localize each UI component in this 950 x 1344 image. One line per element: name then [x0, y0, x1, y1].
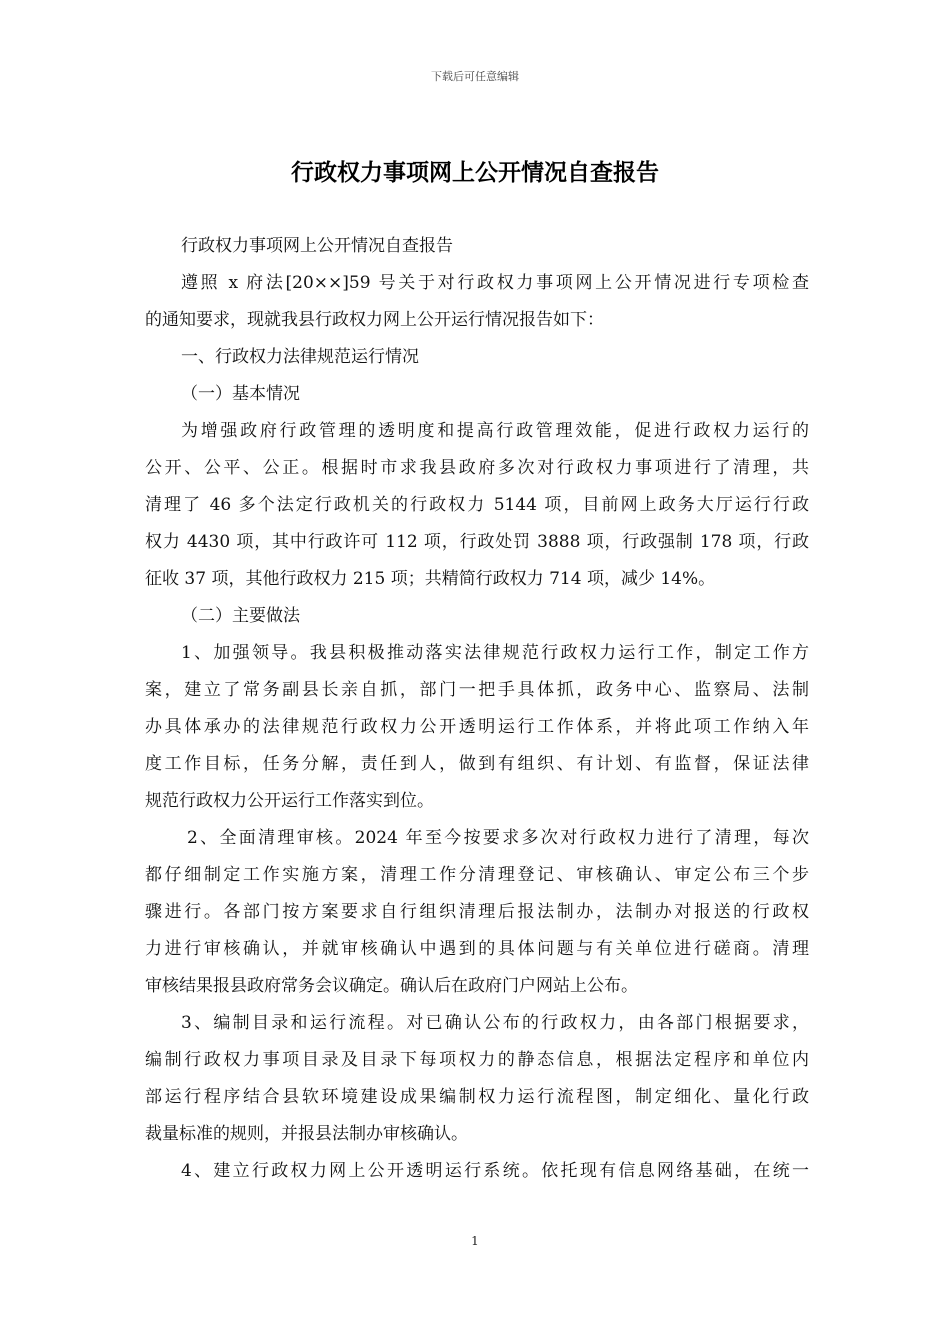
paragraph-line: 遵照 x 府法[20××]59 号关于对行政权力事项网上公开情况进行专项检查 — [181, 273, 809, 293]
paragraph-line: 部运行程序结合县软环境建设成果编制权力运行流程图，制定细化、量化行政 — [145, 1087, 809, 1107]
subsection-heading: （一）基本情况 — [181, 384, 300, 404]
paragraph-line: 权力 4430 项，其中行政许可 112 项，行政处罚 3888 项，行政强制 178 项，行政 — [145, 532, 809, 552]
paragraph-line: 案，建立了常务副县长亲自抓，部门一把手具体抓，政务中心、监察局、法制 — [145, 680, 809, 700]
paragraph-line: 编制行政权力事项目录及目录下每项权力的静态信息，根据法定程序和单位内 — [145, 1050, 809, 1070]
paragraph-line: 征收 37 项，其他行政权力 215 项；共精简行政权力 714 项，减少 14%。 — [145, 569, 716, 589]
section-heading: 一、行政权力法律规范运行情况 — [181, 347, 419, 367]
document-body — [145, 228, 809, 1190]
paragraph-line: 2、全面清理审核。2024 年至今按要求多次对行政权力进行了清理，每次 — [187, 828, 809, 848]
paragraph-line: 裁量标准的规则，并报县法制办审核确认。 — [145, 1124, 468, 1144]
paragraph-line: 的通知要求，现就我县行政权力网上公开运行情况报告如下： — [145, 310, 604, 330]
paragraph-line: 行政权力事项网上公开情况自查报告 — [181, 236, 453, 256]
subsection-heading: （二）主要做法 — [181, 606, 300, 626]
paragraph-line: 为增强政府行政管理的透明度和提高行政管理效能，促进行政权力运行的 — [181, 421, 809, 441]
paragraph-line: 度工作目标，任务分解，责任到人，做到有组织、有计划、有监督，保证法律 — [145, 754, 809, 774]
document-title: 行政权力事项网上公开情况自查报告 — [291, 160, 659, 186]
paragraph-line: 规范行政权力公开运行工作落实到位。 — [145, 791, 434, 811]
header-note: 下载后可任意编辑 — [431, 70, 519, 83]
page-number: 1 — [471, 1234, 479, 1248]
paragraph-line: 办具体承办的法律规范行政权力公开透明运行工作体系，并将此项工作纳入年 — [145, 717, 809, 737]
paragraph-line: 1、加强领导。我县积极推动落实法律规范行政权力运行工作，制定工作方 — [181, 643, 809, 663]
paragraph-line: 4、建立行政权力网上公开透明运行系统。依托现有信息网络基础，在统一 — [181, 1161, 809, 1181]
paragraph-line: 力进行审核确认，并就审核确认中遇到的具体问题与有关单位进行磋商。清理 — [145, 939, 809, 959]
paragraph-line: 审核结果报县政府常务会议确定。确认后在政府门户网站上公布。 — [145, 976, 638, 996]
paragraph-line: 公开、公平、公正。根据时市求我县政府多次对行政权力事项进行了清理，共 — [145, 458, 809, 478]
paragraph-line: 都仔细制定工作实施方案，清理工作分清理登记、审核确认、审定公布三个步 — [145, 865, 809, 885]
paragraph-line: 3、编制目录和运行流程。对已确认公布的行政权力，由各部门根据要求， — [181, 1013, 809, 1033]
paragraph-line: 清理了 46 多个法定行政机关的行政权力 5144 项，目前网上政务大厅运行行政 — [145, 495, 809, 515]
paragraph-line: 骤进行。各部门按方案要求自行组织清理后报法制办，法制办对报送的行政权 — [145, 902, 809, 922]
